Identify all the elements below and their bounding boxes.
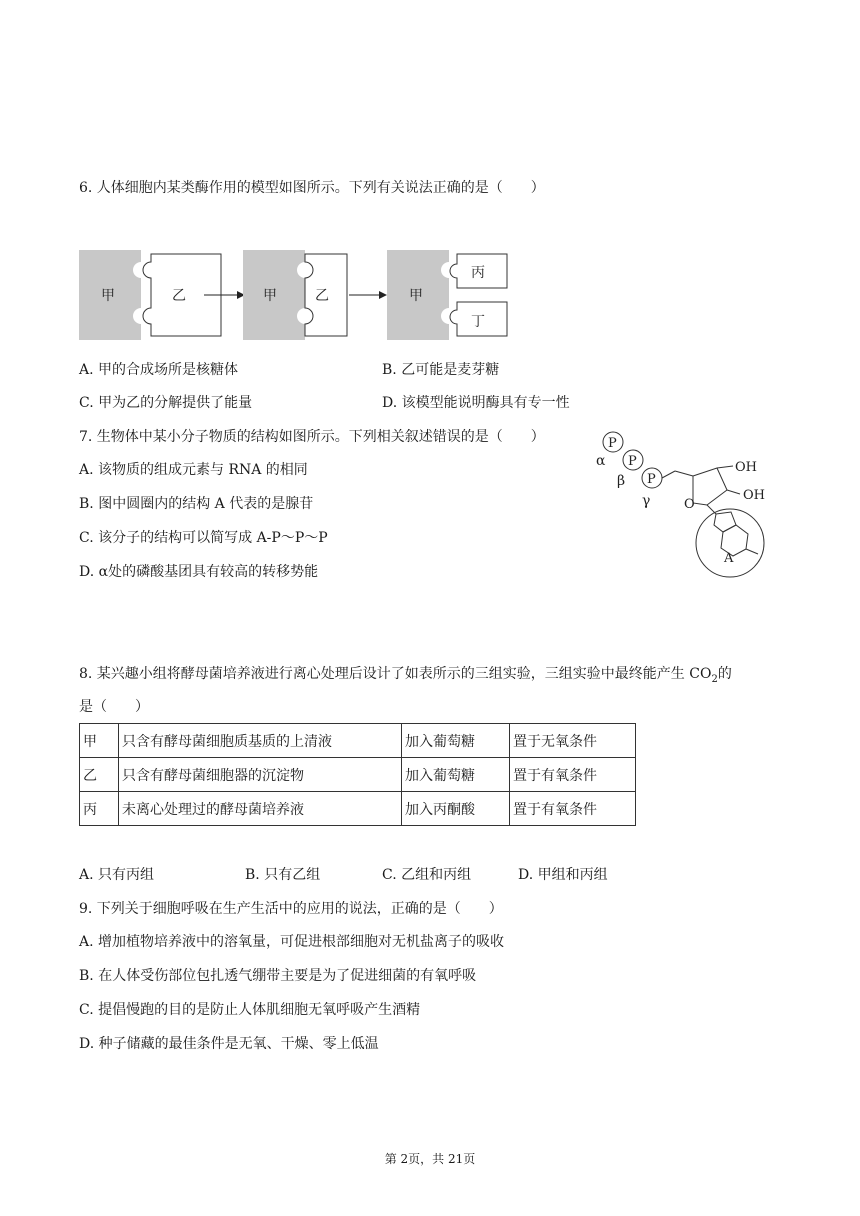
q7-stem: 7. 生物体中某小分子物质的结构如图所示。下列相关叙述错误的是（ ） bbox=[79, 429, 545, 445]
phosphate-1 bbox=[603, 432, 623, 452]
adenine-label-a: A bbox=[724, 551, 734, 566]
product-label-bing: 丙 bbox=[471, 265, 485, 281]
q8-stem-line1: 8. 某兴趣小组将酵母菌培养液进行离心处理后设计了如表所示的三组实验，三组实验中最终能产生 $CO_2$的 bbox=[79, 666, 732, 685]
table-cell: 乙 bbox=[80, 758, 119, 792]
table-cell: 置于无氧条件 bbox=[510, 724, 636, 758]
q6-option-d: D. 该模型能说明酶具有专一性 bbox=[382, 395, 570, 411]
phosphate-label-2: P bbox=[628, 454, 637, 469]
table-cell: 甲 bbox=[80, 724, 119, 758]
atp-structure-figure bbox=[590, 428, 790, 588]
q6-option-b: B. 乙可能是麦芽糖 bbox=[382, 362, 500, 378]
table-cell: 未离心处理过的酵母菌培养液 bbox=[119, 792, 402, 826]
q8-stem-line2: 是（ ） bbox=[79, 699, 149, 715]
substrate-label-yi-1: 乙 bbox=[172, 288, 186, 304]
table-cell: 只含有酵母菌细胞质基质的上清液 bbox=[119, 724, 402, 758]
q9-option-d: D. 种子储藏的最佳条件是无氧、干燥、零上低温 bbox=[79, 1036, 379, 1052]
product-label-ding: 丁 bbox=[471, 314, 485, 330]
q8-option-d: D. 甲组和丙组 bbox=[518, 867, 608, 883]
phosphate-2 bbox=[623, 450, 643, 470]
substrate-label-yi-2: 乙 bbox=[315, 288, 329, 304]
alpha-label: α bbox=[596, 453, 606, 469]
phosphate-label-1: P bbox=[608, 436, 617, 451]
table-cell: 置于有氧条件 bbox=[510, 792, 636, 826]
oh-label-2: OH bbox=[743, 488, 765, 503]
phosphate-3 bbox=[642, 468, 662, 488]
q9-stem: 9. 下列关于细胞呼吸在生产生活中的应用的说法，正确的是（ ） bbox=[79, 901, 503, 917]
q9-option-b: B. 在人体受伤部位包扎透气绷带主要是为了促进细菌的有氧呼吸 bbox=[79, 968, 477, 984]
table-cell: 加入葡萄糖 bbox=[402, 724, 510, 758]
oh-label-1: OH bbox=[735, 460, 757, 475]
q7-option-c: C. 该分子的结构可以简写成 A-P～P～P bbox=[79, 530, 328, 546]
arrow-2 bbox=[349, 291, 387, 299]
enzyme-jia-stage2 bbox=[243, 250, 305, 340]
q7-option-b: B. 图中圆圈内的结构 A 代表的是腺苷 bbox=[79, 496, 314, 512]
table-cell: 加入葡萄糖 bbox=[402, 758, 510, 792]
q9-option-c: C. 提倡慢跑的目的是防止人体肌细胞无氧呼吸产生酒精 bbox=[79, 1002, 421, 1018]
table-cell: 置于有氧条件 bbox=[510, 758, 636, 792]
adenine-circle bbox=[696, 505, 764, 577]
table-cell: 只含有酵母菌细胞器的沉淀物 bbox=[119, 758, 402, 792]
page-footer: 第 2页，共 21页 bbox=[384, 1152, 476, 1166]
ring-oxygen-label: O bbox=[684, 497, 695, 512]
table-row bbox=[80, 792, 636, 826]
enzyme-jia-stage3 bbox=[387, 250, 449, 340]
enzyme-label-jia-2: 甲 bbox=[263, 288, 277, 304]
q6-option-c: C. 甲为乙的分解提供了能量 bbox=[79, 395, 253, 411]
q9-option-a: A. 增加植物培养液中的溶氧量，可促进根部细胞对无机盐离子的吸收 bbox=[79, 934, 505, 950]
substrate-yi-stage2 bbox=[305, 254, 347, 336]
product-bing bbox=[450, 254, 507, 288]
beta-label: β bbox=[617, 473, 626, 489]
gamma-label: γ bbox=[642, 493, 651, 509]
table-cell: 丙 bbox=[80, 792, 119, 826]
enzyme-label-jia-3: 甲 bbox=[409, 288, 423, 304]
phosphate-label-3: P bbox=[647, 472, 656, 487]
q6-stem: 6. 人体细胞内某类酶作用的模型如图所示。下列有关说法正确的是（ ） bbox=[79, 180, 545, 196]
q8-experiment-table bbox=[79, 723, 636, 826]
q7-option-d: D. α处的磷酸基团具有较高的转移势能 bbox=[79, 564, 319, 580]
product-ding bbox=[450, 302, 507, 336]
enzyme-jia-stage1 bbox=[79, 250, 141, 340]
q8-option-a: A. 只有丙组 bbox=[79, 867, 155, 883]
q6-option-a: A. 甲的合成场所是核糖体 bbox=[79, 362, 239, 378]
q7-option-a: A. 该物质的组成元素与 RNA 的相同 bbox=[79, 462, 308, 478]
enzyme-label-jia-1: 甲 bbox=[101, 288, 115, 304]
table-cell: 加入丙酮酸 bbox=[402, 792, 510, 826]
q8-option-c: C. 乙组和丙组 bbox=[382, 867, 472, 883]
table-row bbox=[80, 758, 636, 792]
ribose-ring bbox=[693, 466, 740, 505]
q6-enzyme-model-figure bbox=[79, 250, 519, 342]
q8-option-b: B. 只有乙组 bbox=[245, 867, 321, 883]
table-row bbox=[80, 724, 636, 758]
